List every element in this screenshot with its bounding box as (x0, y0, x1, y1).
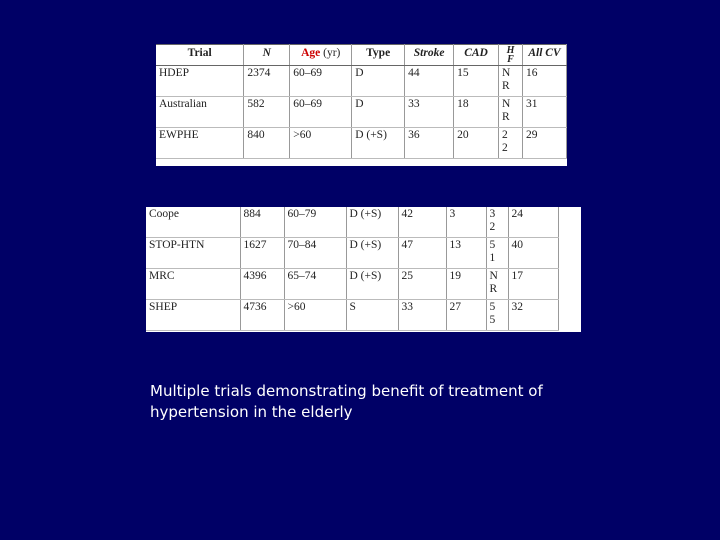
cell-hf-f1: N (502, 67, 511, 79)
cell-all-cvd: 32 (508, 300, 558, 331)
cell-all-cvd: 24 (508, 207, 558, 238)
table-row (146, 238, 558, 269)
cell-n: 4736 (240, 300, 284, 331)
cell-trial: MRC (146, 269, 240, 300)
cell-hf-f1: 5 (489, 239, 496, 251)
cell-trial: EWPHE (156, 128, 244, 159)
cell-cad: 20 (454, 128, 499, 159)
header-n: N (244, 45, 290, 66)
cell-hf-f2: 2 (489, 221, 496, 233)
cell-age: 60–69 (290, 66, 352, 97)
cell-age: >60 (284, 300, 346, 331)
trial-table-top (156, 44, 567, 159)
cell-hf-f2: 2 (502, 142, 508, 154)
cell-n: 840 (244, 128, 290, 159)
cell-cad: 15 (454, 66, 499, 97)
cell-all-cvd: 40 (508, 238, 558, 269)
cell-stroke: 25 (398, 269, 446, 300)
header-hf-bottom: F (507, 54, 514, 65)
cell-hf-f2: 5 (489, 314, 496, 326)
cell-age: 70–84 (284, 238, 346, 269)
cell-age: 65–74 (284, 269, 346, 300)
cell-type: D (+S) (346, 269, 398, 300)
cell-n: 582 (244, 97, 290, 128)
cell-n: 2374 (244, 66, 290, 97)
table-header-row (156, 45, 567, 66)
cell-stroke: 33 (398, 300, 446, 331)
header-type: Type (352, 45, 405, 66)
cell-all-cvd: 29 (522, 128, 566, 159)
table-row (156, 128, 567, 159)
cell-hf-f1: 5 (489, 301, 496, 313)
cell-stroke: 36 (405, 128, 454, 159)
cell-hf-f2: R (489, 283, 498, 295)
slide-caption (150, 381, 590, 423)
caption-line-1: Multiple trials demonstrating benefit of treatment of (150, 382, 543, 400)
table-row (156, 66, 567, 97)
header-hf-top: H (506, 45, 515, 56)
cell-hf-f1: 3 (489, 208, 496, 220)
cell-hf (486, 269, 508, 300)
cell-cad: 3 (446, 207, 486, 238)
cell-hf-f2: 1 (489, 252, 496, 264)
cell-hf (499, 128, 523, 159)
cell-trial: Coope (146, 207, 240, 238)
table-row (146, 269, 558, 300)
header-trial: Trial (156, 45, 244, 66)
cell-hf-f1: 2 (502, 129, 508, 141)
table-row (156, 97, 567, 128)
cell-all-cvd: 16 (522, 66, 566, 97)
cell-all-cvd: 31 (522, 97, 566, 128)
cell-age: 60–69 (290, 97, 352, 128)
cell-hf-f1: N (489, 270, 498, 282)
cell-trial: Australian (156, 97, 244, 128)
cell-hf (486, 207, 508, 238)
header-stroke: Stroke (405, 45, 454, 66)
header-age (290, 45, 352, 66)
cell-n: 1627 (240, 238, 284, 269)
header-all-cvd: All CV (522, 45, 566, 66)
cell-hf (486, 238, 508, 269)
table-row (146, 300, 558, 331)
header-cad: CAD (454, 45, 499, 66)
cell-hf (486, 300, 508, 331)
cell-hf (499, 97, 523, 128)
header-hf (499, 45, 523, 66)
table-row (146, 207, 558, 238)
cell-stroke: 42 (398, 207, 446, 238)
cell-type: D (352, 66, 405, 97)
cell-stroke: 33 (405, 97, 454, 128)
trial-table-top-image (156, 44, 567, 166)
cell-hf-f2: R (502, 111, 510, 123)
caption-line-2: hypertension in the elderly (150, 403, 353, 421)
cell-type: S (346, 300, 398, 331)
cell-type: D (+S) (352, 128, 405, 159)
cell-cad: 27 (446, 300, 486, 331)
cell-n: 4396 (240, 269, 284, 300)
trial-table-bottom-image (146, 207, 581, 332)
trial-table-bottom (146, 207, 559, 331)
cell-type: D (352, 97, 405, 128)
cell-type: D (+S) (346, 207, 398, 238)
cell-age: 60–79 (284, 207, 346, 238)
cell-stroke: 47 (398, 238, 446, 269)
cell-stroke: 44 (405, 66, 454, 97)
cell-all-cvd: 17 (508, 269, 558, 300)
cell-cad: 19 (446, 269, 486, 300)
cell-hf-f2: R (502, 80, 510, 92)
header-age-unit: (yr) (323, 47, 341, 59)
header-age-label: Age (301, 47, 321, 59)
cell-trial: HDEP (156, 66, 244, 97)
cell-hf-f1: N (502, 98, 511, 110)
cell-cad: 13 (446, 238, 486, 269)
cell-cad: 18 (454, 97, 499, 128)
cell-n: 884 (240, 207, 284, 238)
cell-trial: SHEP (146, 300, 240, 331)
cell-age: >60 (290, 128, 352, 159)
cell-type: D (+S) (346, 238, 398, 269)
cell-hf (499, 66, 523, 97)
cell-trial: STOP-HTN (146, 238, 240, 269)
